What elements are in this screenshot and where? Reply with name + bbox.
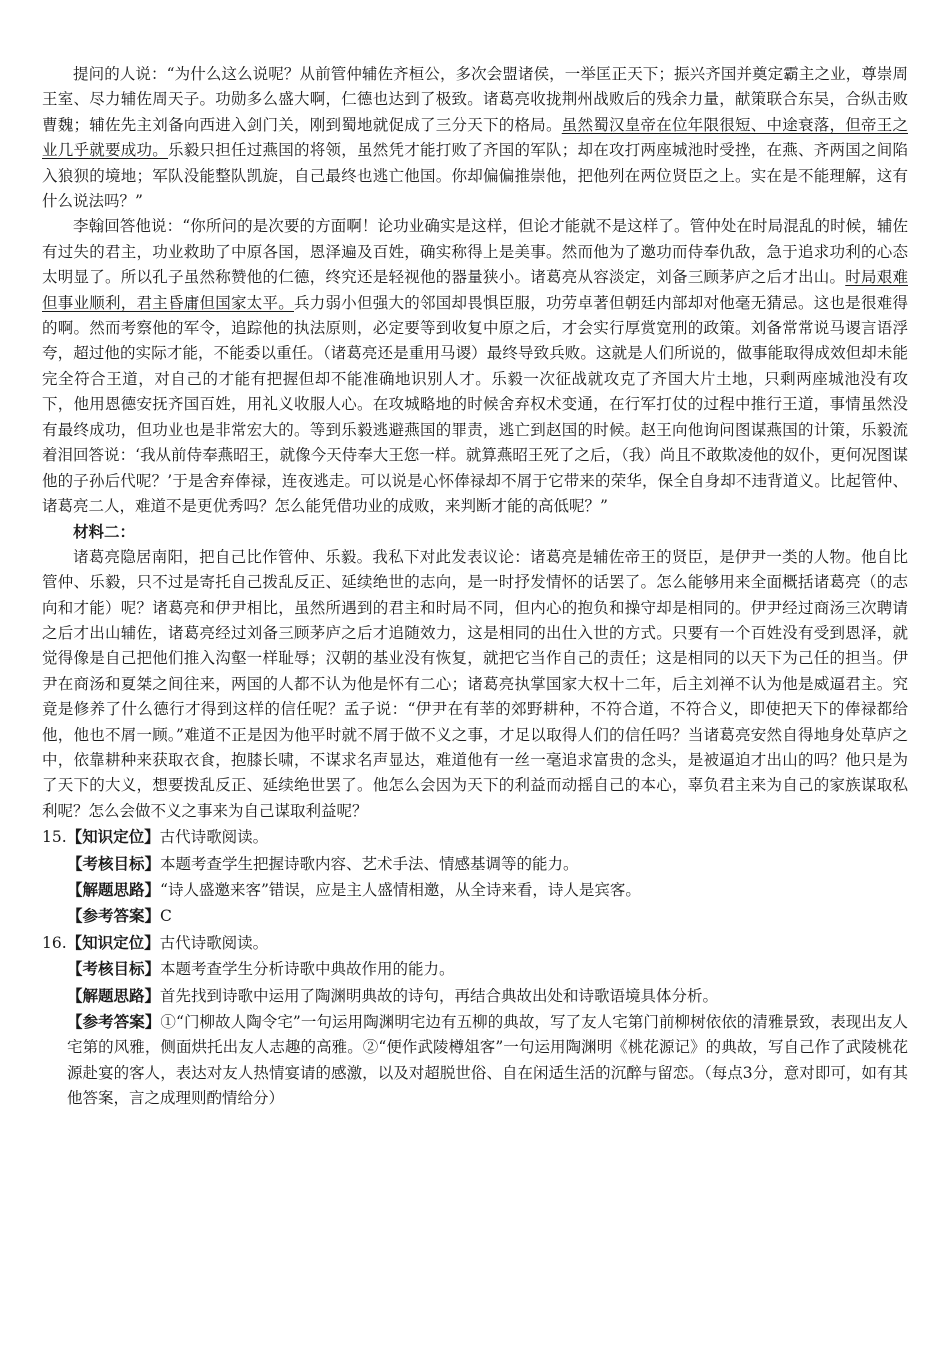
label-tag: 【考核目标】: [67, 959, 161, 979]
q15-answer-line: [42, 903, 908, 929]
material1-paragraph-1: [42, 62, 908, 214]
question-number: 16.: [42, 933, 67, 952]
label-tag: 【考核目标】: [67, 853, 161, 873]
text-segment: 乐毅只担任过燕国的将领，虽然凭才能打败了齐国的军队；却在攻打两座城池时受挫，在燕、齐两国之间陷入狼狈的境地；军队没能整队凯旋，自己最终也逃亡他国。你却偏偏推崇他，把他列在两位贤臣之上。实在是不能理解，这有什么说法吗？”: [42, 141, 908, 211]
q16-approach-line: [42, 983, 908, 1009]
approach-text: 首先找到诗歌中运用了陶渊明典故的诗句，再结合典故出处和诗歌语境具体分析。: [160, 986, 719, 1005]
label-tag: 【知识定位】: [66, 932, 160, 952]
text-segment: 兵力弱小但强大的邻国却畏惧臣服，功劳卓著但朝廷内部却对他毫无猜忌。这也是很难得的啊。然而考察他的军令，追踪他的执法原则，必定要等到收复中原之后，才会实行厚赏宽刑的政策。刘备常常说马谡言语浮夸，超过他的实际才能，不能委以重任。（诸葛亮还是重用马谡）最终导致兵败。这就是人们所说的，做事能取得成效但却未能完全符合王道，对自己的才能有把握但却不能准确地识别人才。乐毅一次征战就攻克了齐国大片土地，只剩两座城池没有攻下，他用恩德安抚齐国百姓，用礼义收服人心。在攻城略地的时候舍弃权术变通，在行军打仗的过程中推行王道，事情虽然没有最终成功，但功业也是非常宏大的。等到乐毅逃避燕国的罪责，逃亡到赵国的时候。赵王向他询问图谋燕国的计策，乐毅流着泪回答说：‘我从前侍奉燕昭王，就像今天侍奉大王您一样。就算燕昭王死了之后，（我）尚且不敢欺凌他的奴仆，更何况图谋他的子孙后代呢？’于是舍弃俸禄，连夜逃走。可以说是心怀俸禄却不屑于它带来的荣华，保全自身却不违背道义。比起管仲、诸葛亮二人，难道不是更优秀吗？怎么能凭借功业的成败，来判断才能的高低呢？”: [42, 293, 908, 515]
label-tag: 【解题思路】: [67, 985, 161, 1005]
label-tag: 【解题思路】: [67, 880, 161, 899]
label-tag: 【知识定位】: [66, 827, 160, 847]
text-segment: 提问的人说：“为什么这么说呢？从前管仲辅佐齐桓公，多次会盟诸侯，一举匡正天下；振兴齐国并奠定霸主之业，尊崇周王室、尽力辅佐周天子。功勋多么盛大啊，仁德也达到了极致。诸葛亮收拢荆州战败后的残余力量，献策联合东吴，合纵击败曹魏；辅佐先主刘备向西进入剑门关，刚到蜀地就促成了三分天下的格局。: [42, 65, 908, 134]
q16-knowledge-line: [42, 930, 908, 956]
material2-paragraph: 诸葛亮隐居南阳，把自己比作管仲、乐毅。我私下对此发表议论：诸葛亮是辅佐帝王的贤臣，是伊尹一类的人物。他自比管仲、乐毅，只不过是寄托自己拨乱反正、延续绝世的志向，是一时抒发情怀的话罢了。怎么能够用来全面概括诸葛亮（的志向和才能）呢？诸葛亮和伊尹相比，虽然所遇到的君主和时局不同，但内心的抱负和操守却是相同的。伊尹经过商汤三次聘请之后才出山辅佐，诸葛亮经过刘备三顾茅庐之后才追随效力，这是相同的出仕入世的方式。只要有一个百姓没有受到恩泽，就觉得像是自己把他们推入沟壑一样耻辱；汉朝的基业没有恢复，就把它当作自己的责任；这是相同的以天下为己任的担当。伊尹在商汤和夏桀之间往来，两国的人都不认为他是怀有二心；诸葛亮执掌国家大权十二年，后主刘禅不认为他是威逼君主。究竟是修养了什么德行才得到这样的信任呢？孟子说：“伊尹在有莘的郊野耕种，不符合道，不符合义，即使把天下的俸禄都给他，他也不屑一顾。”难道不正是因为他平时就不屑于做不义之事，才足以取得人们的信任吗？当诸葛亮安然自得地身处草庐之中，依靠耕种来获取衣食，抱膝长啸，不谋求名声显达，难道他有一丝一毫追求富贵的念头，是被逼迫才出山的吗？他只是为了天下的大义，想要拨乱反正、延续绝世罢了。他怎么会因为天下的利益而动摇自己的本心，辜负君主来为自己的家族谋取私利呢？怎么会做不义之事来为自己谋取利益呢？: [42, 547, 908, 820]
material1-paragraph-2: [42, 214, 908, 519]
label-tag: 【参考答案】: [67, 1012, 161, 1032]
q15-approach-line: [42, 877, 908, 903]
underlined-sentence: 虽然蜀汉皇帝在位年限很短、中途衰落，但帝王之业几乎就要成功。: [42, 115, 908, 160]
approach-text: “诗人盛邀来客”错误，应是主人盛情相邀，从全诗来看，诗人是宾客。: [160, 881, 641, 899]
q16-answer-line: [42, 1009, 908, 1112]
label-tag: 【参考答案】: [67, 906, 161, 926]
text-segment: 李翰回答他说：“你所问的是次要的方面啊！论功业确实是这样，但论才能就不是这样了。管仲处在时局混乱的时候，辅佐有过失的君主，功业救助了中原各国，恩泽遍及百姓，确实称得上是美事。然而他为了邀功而侍奉仇敌，急于追求功利的心态太明显了。所以孔子虽然称赞他的仁德，终究还是轻视他的器量狭小。诸葛亮从容淡定，刘备三顾茅庐之后才出山。: [42, 217, 908, 287]
q16-goal-line: [42, 956, 908, 982]
underlined-sentence: 时局艰难但事业顺利，君主昏庸但国家太平。: [42, 268, 908, 312]
question-number: 15.: [42, 828, 67, 847]
answer-text: ①“门柳故人陶令宅”一句运用陶渊明宅边有五柳的典故，写了友人宅第门前柳树依依的清雅景致，表现出友人宅第的风雅，侧面烘托出友人志趣的高雅。②“便作武陵樽俎客”一句运用陶渊明《桃花源记》的典故，写自己作了武陵桃花源赴宴的客人，表达对友人热情宴请的感激，以及对超脱世俗、自在闲适生活的沉醉与留恋。（每点3分，意对即可，如有其他答案，言之成理则酌情给分）: [67, 1013, 908, 1108]
knowledge-text: 古代诗歌阅读。: [159, 933, 269, 952]
question-16: [42, 930, 908, 1112]
goal-text: 本题考查学生分析诗歌中典故作用的能力。: [160, 960, 455, 979]
answer-text: C: [160, 907, 172, 926]
material2-heading: 材料二：: [73, 522, 136, 542]
q15-knowledge-line: [42, 824, 908, 850]
knowledge-text: 古代诗歌阅读。: [159, 828, 269, 847]
question-15: [42, 824, 908, 930]
goal-text: 本题考查学生把握诗歌内容、艺术手法、情感基调等的能力。: [160, 854, 579, 873]
q15-goal-line: [42, 851, 908, 877]
